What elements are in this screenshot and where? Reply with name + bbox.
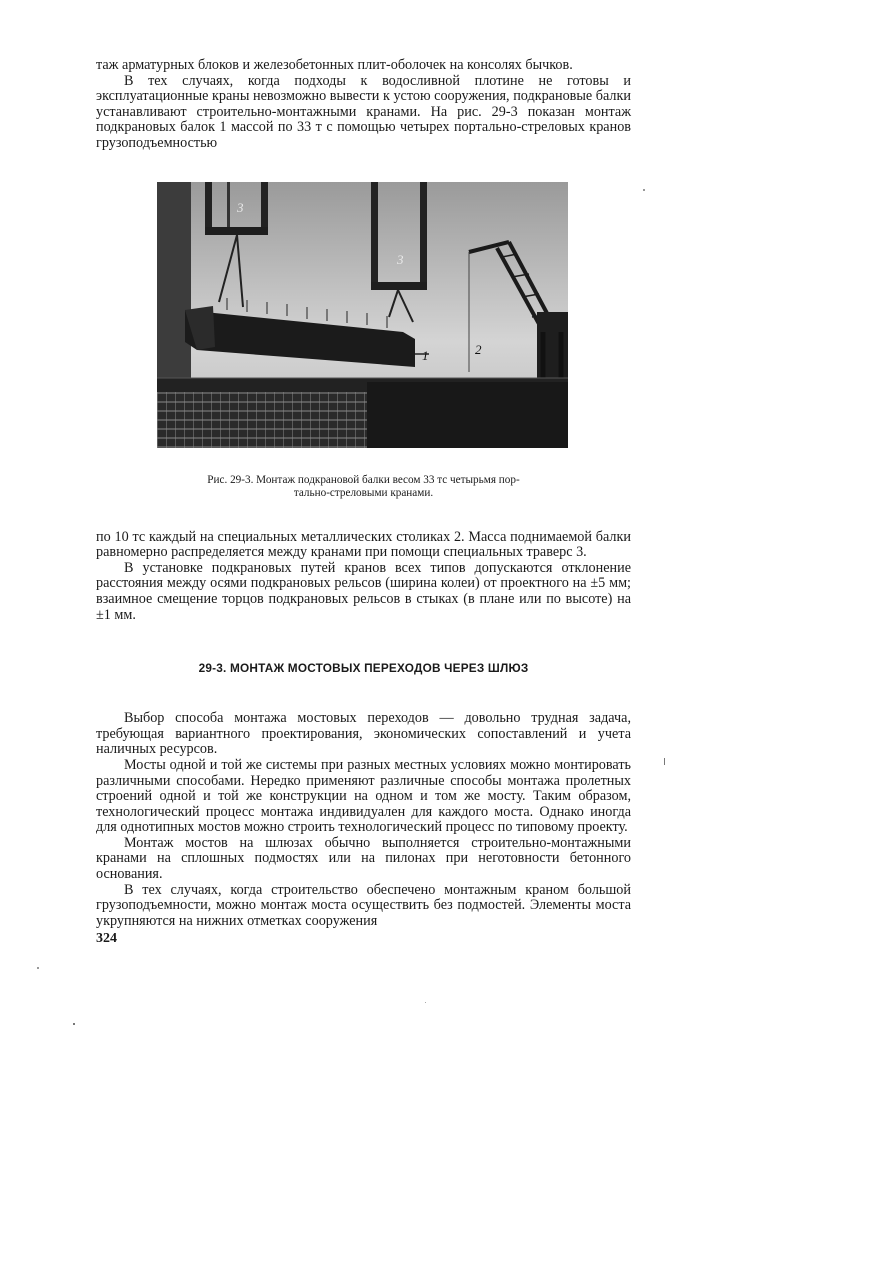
section-heading: 29-3. МОНТАЖ МОСТОВЫХ ПЕРЕХОДОВ ЧЕРЕЗ ШЛЮЗ: [198, 661, 529, 676]
caption-line-2: тально-стреловыми кранами.: [293, 486, 434, 499]
svg-text:3: 3: [397, 251, 404, 267]
scan-mark: [664, 758, 665, 765]
paragraph-continuation: таж арматурных блоков и железобетонных плит-оболочек на консолях бычков.: [96, 57, 573, 73]
paragraph-method-choice: Выбор способа монтажа мостовых переходов — довольно трудная задача, требующая вариантного проектирования, экономических сопоставлений и учета наличных ресурсов.: [96, 710, 631, 758]
paragraph-bridge-systems: Мосты одной и той же системы при разных местных условиях можно монтировать различными способами. Нередко применяют различные способы монтажа пролетных строений одной и той же конструкции на одном и том же мосту. Таким образом, технологический процесс монтажа индивидуален для каждого моста. Однако иногда для однотипных мостов можно строить технологический процесс по типовому проекту.: [96, 756, 631, 836]
scan-mark: [425, 1002, 426, 1003]
paragraph-tolerances: В установке подкрановых путей кранов всех типов допускаются отклонение расстояния между осями подкрановых рельсов (ширина колеи) от проектного на ±5 мм; взаимное смещение торцов подкрановых рельсов в стыках (в плане или по высоте) на ±1 мм.: [96, 559, 631, 623]
paragraph-crane-beams: В тех случаях, когда подходы к водосливной плотине не готовы и эксплуатационные краны невозможно вывести к устою сооружения, подкрановые балки устанавливают строительно-монтажными кранами. На рис. 29-3 показан монтаж подкрановых балок 1 массой по 33 т с помощью четырех портально-стреловых кранов грузоподъемностью: [96, 72, 631, 151]
paragraph-mass-distribution: по 10 тс каждый на специальных металлических столиках 2. Масса поднимаемой балки равномерно распределяется между кранами при помощи специальных траверс 3.: [96, 528, 631, 561]
page-number: 324: [96, 931, 117, 947]
paragraph-lock-bridges: Монтаж мостов на шлюзах обычно выполняется строительно-монтажными кранами на сплошных подмостях или на пилонах при неготовности бетонного основания.: [96, 834, 631, 883]
crane-photo-illustration: [157, 182, 568, 448]
figure-photo-crane-beam: [157, 182, 568, 448]
svg-text:2: 2: [475, 341, 482, 357]
scan-mark: [37, 967, 39, 969]
scan-mark: [73, 1023, 75, 1025]
svg-text:3: 3: [237, 199, 244, 215]
caption-line-1: Рис. 29-3. Монтаж подкрановой балки весом 33 тс четырьмя пор-: [207, 473, 520, 486]
svg-text:1: 1: [422, 347, 429, 363]
scan-mark: [643, 189, 645, 191]
figure-caption: [136, 474, 591, 500]
book-page: [96, 58, 631, 947]
paragraph-heavy-crane: В тех случаях, когда строительство обеспечено монтажным краном большой грузоподъемности, можно монтаж моста осуществить без подмостей. Элементы моста укрупняются на нижних отметках сооружения: [96, 881, 631, 929]
